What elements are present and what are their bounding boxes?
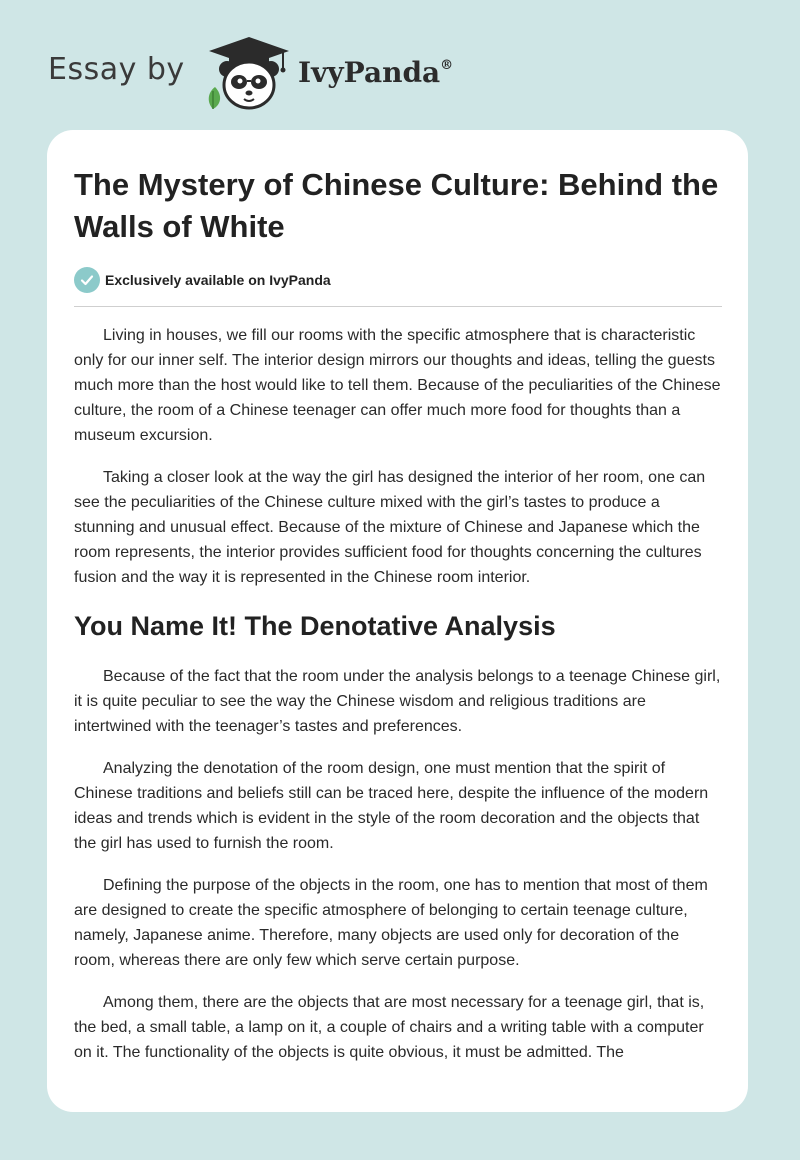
essay-title: The Mystery of Chinese Culture: Behind the Walls of White	[74, 167, 719, 244]
paragraph: Among them, there are the objects that are most necessary for a teenage girl, that is, the bed, a small table, a lamp on it, a couple of chairs and a writing table with a computer on it. The functionality of the objects is quite obvious, it must be admitted. The	[74, 994, 705, 1061]
paragraph: Analyzing the denotation of the room design, one must mention that the spirit of Chinese traditions and beliefs still can be traced here, despite the influence of the modern ideas and trends which is evident in the style of the room decoration and the objects that the girl has used to furnish the room.	[74, 760, 709, 852]
site-header	[48, 30, 748, 110]
essay-card	[47, 130, 748, 1112]
divider	[74, 306, 722, 307]
paragraph: Because of the fact that the room under the analysis belongs to a teenage Chinese girl, it is quite peculiar to see the way the Chinese wisdom and religious traditions are intertwined with the teenager’s tastes and preferences.	[74, 668, 721, 735]
paragraph: Defining the purpose of the objects in the room, one has to mention that most of them are designed to create the specific atmosphere of belonging to certain teenage culture, namely, Japanese anime. Therefore, many objects are used only for decoration of the room, whereas there are only few which serve certain purpose.	[74, 877, 708, 969]
exclusive-badge-label: Exclusively available on IvyPanda	[105, 272, 331, 288]
paragraph: Taking a closer look at the way the girl has designed the interior of her room, one can see the peculiarities of the Chinese culture mixed with the girl’s tastes to produce a stunning and unusual effect. Because of the mixture of Chinese and Japanese which the room represents, the interior provides sufficient food for thoughts concerning the cultures fusion and the way it is represented in the Chinese room interior.	[74, 469, 706, 586]
brand-name[interactable]: IvyPanda®	[298, 56, 454, 89]
exclusive-badge	[74, 266, 722, 294]
essay-by-label: Essay by	[48, 52, 185, 87]
section-heading: You Name It! The Denotative Analysis	[74, 611, 556, 641]
leaf-icon	[209, 87, 220, 109]
check-icon	[74, 267, 100, 293]
panda-logo-icon[interactable]	[203, 35, 295, 113]
paragraph: Living in houses, we fill our rooms with the specific atmosphere that is characteristic only for our inner self. The interior design mirrors our thoughts and ideas, telling the guests much more than the host would like to tell them. Because of the peculiarities of the Chinese culture, the room of a Chinese teenager can offer much more food for thoughts than a museum excursion.	[74, 327, 721, 444]
